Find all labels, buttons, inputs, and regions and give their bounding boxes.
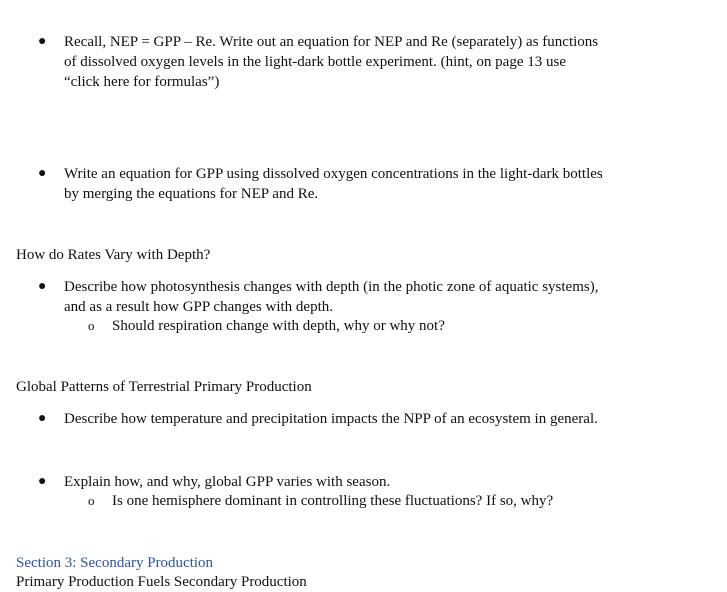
bullet-marker: ●	[38, 34, 47, 49]
bullet-text-temperature: Describe how temperature and precipitation impacts the NPP of an ecosystem in general.	[64, 411, 598, 427]
heading-global-patterns: Global Patterns of Terrestrial Primary Production	[16, 379, 312, 395]
bullet-text-photosynthesis-line2: and as a result how GPP changes with depth.	[64, 299, 333, 315]
bullet-marker: ●	[38, 411, 47, 426]
bullet-text-nep-re-line3: “click here for formulas”)	[64, 74, 220, 90]
bullet-text-nep-re-line1: Recall, NEP = GPP – Re. Write out an equation for NEP and Re (separately) as functions	[64, 34, 599, 50]
bullet-text-nep-re-line2: of dissolved oxygen levels in the light-dark bottle experiment. (hint, on page 13 use	[64, 54, 566, 70]
sub-bullet-marker: o	[88, 318, 95, 333]
section-heading-secondary-production: Section 3: Secondary Production	[16, 555, 214, 571]
sub-bullet-marker: o	[88, 493, 95, 508]
bullet-text-photosynthesis-line1: Describe how photosynthesis changes with depth (in the photic zone of aquatic systems),	[64, 279, 599, 295]
bullet-marker: ●	[38, 166, 47, 181]
heading-depth: How do Rates Vary with Depth?	[16, 247, 211, 263]
sub-bullet-text-respiration: Should respiration change with depth, why or why not?	[112, 318, 445, 334]
bullet-text-season: Explain how, and why, global GPP varies with season.	[64, 474, 391, 490]
bullet-marker: ●	[38, 279, 47, 294]
bullet-text-gpp-line1: Write an equation for GPP using dissolved oxygen concentrations in the light-dark bottles	[64, 166, 603, 182]
sub-bullet-text-hemisphere: Is one hemisphere dominant in controlling these fluctuations? If so, why?	[112, 493, 554, 509]
bullet-text-gpp-line2: by merging the equations for NEP and Re.	[64, 186, 319, 202]
subheading-cut-off: Primary Production Fuels Secondary Production	[16, 574, 307, 590]
bullet-marker: ●	[38, 474, 47, 489]
